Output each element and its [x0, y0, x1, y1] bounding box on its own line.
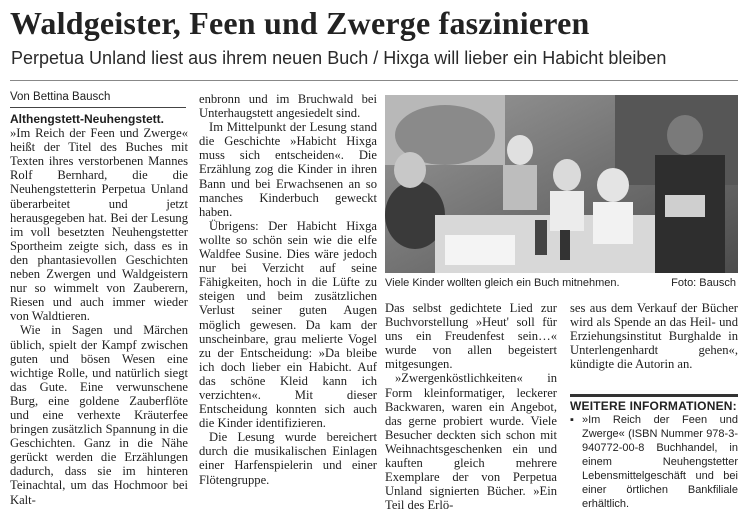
paragraph-6: Die Lesung wurde bereichert durch die musikalischen Einlagen einer Harfenspielerin und einer Flötengruppe.: [199, 430, 377, 487]
article-column-2: [199, 92, 377, 487]
info-box-text: »Im Reich der Feen und Zwerge« (ISBN Nummer 978-3-940772-00-8 Buchhandel, in einem Neuhengstetter Lebensmittelgeschäft und bei einer örtlichen Bankfiliale erhältlich.: [582, 414, 738, 510]
photo-credit: Foto: Bausch: [671, 277, 736, 289]
info-box-title: WEITERE INFORMATIONEN:: [570, 399, 737, 413]
paragraph-1: [10, 112, 188, 323]
article-byline: Von Bettina Bausch: [10, 90, 186, 108]
article-column-1: [10, 112, 188, 507]
article-photo: [385, 95, 738, 273]
info-box-divider: [570, 394, 738, 397]
bullet-icon: ▪: [570, 414, 574, 426]
paragraph-4: Im Mittelpunkt der Lesung stand die Geschichte »Habicht Hixga muss sich entscheiden«. Die Erzählung zog die Kinder in ihren Bann und bei Erwachsenen an so manches Kinderbuch geweckt haben.: [199, 120, 377, 219]
paragraph-8: »Zwergenköstlichkeiten« in Form kleinformatiger, leckerer Backwaren, waren ein Angebot, das gerne probiert wurde. Viele Besucher deckten sich schon mit Weihnachtsgeschenken ein und kauften gleich mehrere Exemplare der von Perpetua Unland signierten Bücher. »Ein Teil des Erlö-: [385, 371, 557, 513]
article-dateline: Althengstett-Neuhengstett.: [10, 112, 164, 126]
paragraph-text: »Im Reich der Feen und Zwerge« heißt der Titel des Buches mit Texten ihres verstorbenen Mannes Rolf Bernhard, die die Neuhengstetterin Perpetua Unland überarbeitet und jetzt herausgegeben hat. Bei der Lesung im voll besetzten Neuhengstetter Sportheim zeigte sich, dass es in den phantasievollen Geschichten neben Zwergen und Waldgeistern nur so wimmelt von Zauberern, Riesen und auch immer wieder von Waldtieren.: [10, 126, 188, 324]
photo-caption: Viele Kinder wollten gleich ein Buch mitnehmen.: [385, 277, 620, 289]
article-headline: Waldgeister, Feen und Zwerge faszinieren: [10, 5, 590, 41]
paragraph-5: Übrigens: Der Habicht Hixga wollte so schön sein wie die elfe Waldfee Susine. Dies wäre jedoch nur bei Verzicht auf seine Fähigkeiten, hoch in die Lüfte zu steigen und beim zusätzlichen Verlust seiner guten Augen möglich gewesen. Da kam der unscheinbare, grau melierte Vogel zu der Entscheidung: »Da bleibe ich doch lieber ein Habicht. Auf das schöne Kleid kann ich verzichten«. Mit dieser Entscheidung konnten sich auch die Kinder identifizieren.: [199, 218, 377, 431]
photo-children-reading-illustration: [385, 95, 738, 273]
paragraph-2: Wie in Sagen und Märchen üblich, spielt der Kampf zwischen guten und bösen Wesen eine wichtige Rolle, und natürlich siegt das Gute. Eine verwunschene Burg, eine goldene Zauberflöte und eine verhexte Kräuterfee bringen zusätzlich Spannung in die Geschichten. Ganz in die Nähe gerückt werden die Erzählungen dadurch, dass sie im hinteren Teinachtal, um das Hochmoor bei Kalt-: [10, 323, 188, 507]
photo-caption-row: [385, 276, 738, 290]
paragraph-9: ses aus dem Verkauf der Bücher wird als Spende an das Heil- und Erziehungsinstitut Burghalde in Unterlengenhardt gehen«, kündigte die Autorin an.: [570, 301, 738, 372]
article-subheadline: Perpetua Unland liest aus ihrem neuen Buch / Hixga will lieber ein Habicht bleiben: [11, 48, 667, 68]
paragraph-3: enbronn und im Bruchwald bei Unterhaugstett angesiedelt sind.: [199, 92, 377, 121]
header-divider: [10, 80, 738, 81]
info-box-text-wrapper: [570, 413, 738, 511]
article-column-3: [385, 301, 557, 512]
article-column-4: [570, 301, 738, 371]
paragraph-7: Das selbst gedichtete Lied zur Buchvorstellung »Heut' soll für uns ein Freudenfest sein…« wurde von allen begeistert mitgesungen.: [385, 301, 557, 372]
